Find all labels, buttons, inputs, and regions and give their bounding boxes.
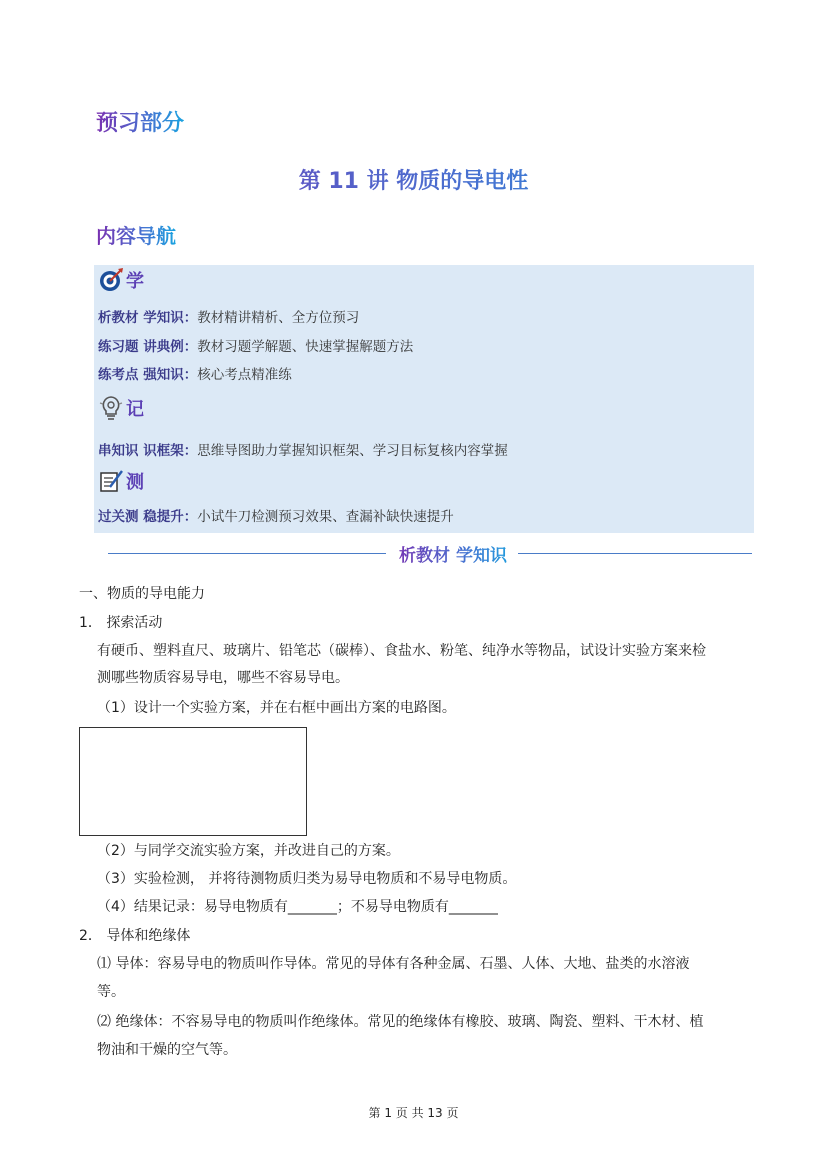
step-text: （4）结果记录：易导电物质有_______；不易导电物质有_______ (97, 899, 498, 915)
section-label: 预习部分 (96, 106, 184, 137)
nav-row (98, 306, 359, 326)
notepad-pencil-icon (98, 468, 124, 494)
section-heading: 一、物质的导电能力 (79, 586, 205, 602)
nav-row-desc: 教材习题学解题、快速掌握解题方法 (197, 339, 414, 355)
nav-row-label: 练习题 讲典例： (98, 339, 198, 355)
drawing-answer-box[interactable] (79, 727, 307, 836)
paragraph-line: 有硬币、塑料直尺、玻璃片、铅笔芯（碳棒）、食盐水、粉笔、纯净水等物品，试设计实验方案来检 (97, 643, 706, 659)
content-navigation-panel (94, 265, 754, 533)
step-text: （1）设计一个实验方案，并在右框中画出方案的电路图。 (97, 700, 456, 716)
step-text: （3）实验检测， 并将待测物质归类为易导电物质和不易导电物质。 (97, 871, 517, 887)
nav-row (98, 335, 413, 355)
lesson-title: 第 11 讲 物质的导电性 (0, 164, 827, 195)
nav-row-label: 练考点 强知识： (98, 367, 198, 383)
nav-row (98, 439, 508, 459)
nav-category-learn (98, 265, 144, 295)
section-divider (108, 541, 752, 565)
nav-category-test (98, 466, 144, 496)
divider-label: 析教材 学知识 (388, 541, 518, 566)
lightbulb-gear-icon (98, 395, 124, 421)
nav-row-label: 串知识 识框架： (98, 443, 198, 459)
nav-category-label: 记 (126, 399, 144, 420)
item-heading: 1． 探索活动 (79, 615, 163, 631)
nav-row-label: 析教材 学知识： (98, 310, 198, 326)
paragraph-line: 测哪些物质容易导电，哪些不容易导电。 (97, 670, 349, 686)
nav-row-desc: 小试牛刀检测预习效果、查漏补缺快速提升 (197, 509, 454, 525)
divider-line-left (108, 553, 386, 554)
nav-row-desc: 核心考点精准练 (197, 367, 292, 383)
target-dart-icon (98, 267, 124, 293)
nav-category-label: 测 (126, 472, 144, 493)
nav-category-label: 学 (126, 271, 144, 292)
page-footer: 第 1 页 共 13 页 (368, 1106, 459, 1120)
nav-row-desc: 思维导图助力掌握知识框架、学习目标复核内容掌握 (197, 443, 508, 459)
nav-row (98, 505, 454, 525)
paragraph-line: 物油和干燥的空气等。 (97, 1042, 237, 1058)
nav-row-label: 过关测 稳提升： (98, 509, 198, 525)
item-heading: 2． 导体和绝缘体 (79, 928, 191, 944)
step-text: （2）与同学交流实验方案，并改进自己的方案。 (97, 843, 400, 859)
paragraph-line: 等。 (97, 984, 125, 1000)
nav-category-memorize (98, 393, 144, 423)
paragraph-line: ⑵ 绝缘体：不容易导电的物质叫作绝缘体。常见的绝缘体有橡胶、玻璃、陶瓷、塑料、干木材、植 (97, 1014, 704, 1030)
paragraph-line: ⑴ 导体：容易导电的物质叫作导体。常见的导体有各种金属、石墨、人体、大地、盐类的水溶液 (97, 956, 690, 972)
nav-row-desc: 教材精讲精析、全方位预习 (197, 310, 360, 326)
nav-heading: 内容导航 (96, 220, 176, 249)
nav-row (98, 363, 292, 383)
divider-line-right (518, 553, 752, 554)
